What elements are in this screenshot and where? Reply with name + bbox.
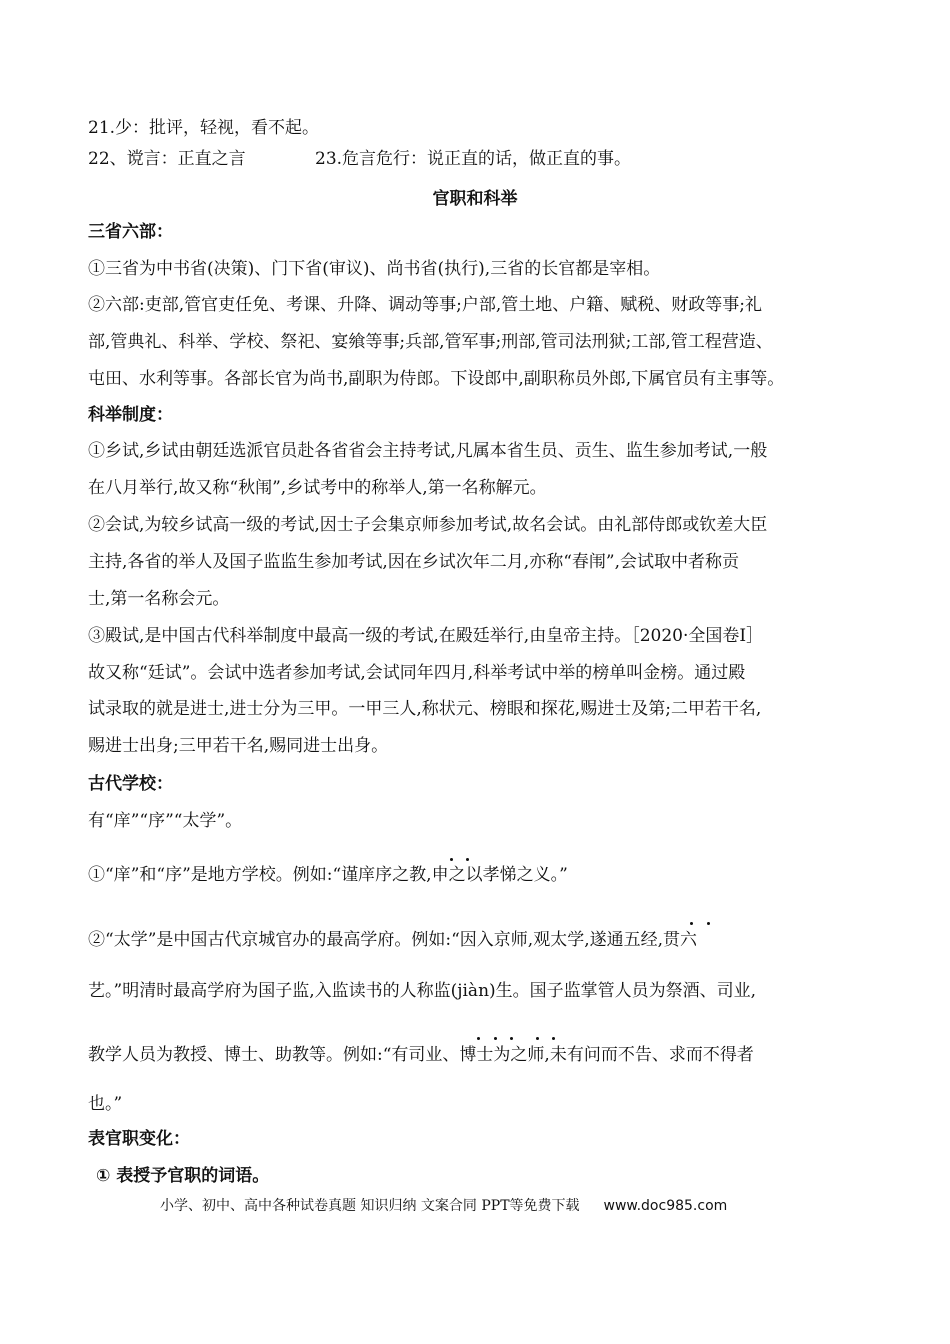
para-dianshi-line-2: 故又称“廷试”。会试中选者参加考试,会试同年四月,科举考试中举的榜单叫金榜。通过殿 [88, 663, 746, 683]
emphasis-dot [450, 858, 453, 861]
page-footer [160, 1195, 727, 1215]
para-taixue-line-4: 也。” [88, 1094, 123, 1114]
page-title: 官职和科举 [432, 189, 518, 209]
subheading-appoint: ① 表授予官职的词语。 [96, 1166, 270, 1186]
emphasis-dot [466, 858, 469, 861]
line-21: 21.少：批评，轻视，看不起。 [88, 118, 320, 138]
school-intro: 有“庠”“序”“太学”。 [88, 811, 243, 831]
heading-school: 古代学校： [88, 774, 173, 794]
heading-keju: 科举制度： [88, 405, 173, 425]
emphasis-dot [536, 1037, 539, 1040]
emphasis-dot [707, 922, 710, 925]
footer-text: 小学、初中、高中各种试卷真题 知识归纳 文案合同 PPT等免费下载 [160, 1198, 580, 1214]
para-huishi-line-2: 主持,各省的举人及国子监监生参加考试,因在乡试次年二月,亦称“春闱”,会试取中者称贡 [88, 552, 739, 572]
para-taixue-line-3: 教学人员为教授、博士、助教等。例如:“有司业、博士为之师,未有问而不告、求而不得者 [88, 1045, 754, 1065]
para-dianshi-line-3: 试录取的就是进士,进士分为三甲。一甲三人,称状元、榜眼和探花,赐进士及第;二甲若干名, [88, 699, 762, 719]
heading-official: 表官职变化： [88, 1129, 190, 1149]
para-huishi-line-3: 士,第一名称会元。 [88, 589, 230, 609]
footer-url[interactable]: www.doc985.com [603, 1198, 728, 1214]
para-taixue-line-1: ②“太学”是中国古代京城官办的最高学府。例如:“因入京师,观太学,遂通五经,贯六 [88, 930, 698, 950]
line-22: 22、谠言：正直之言 [88, 149, 246, 169]
para-school-1: ①“庠”和“序”是地方学校。例如:“谨庠序之教,申之以孝悌之义。” [88, 865, 568, 885]
para-huishi-line-1: ②会试,为较乡试高一级的考试,因士子会集京师参加考试,故名会试。由礼部侍郎或钦差大臣 [88, 515, 768, 535]
heading-sansheng: 三省六部： [88, 222, 173, 242]
para-xiangshi-line-1: ①乡试,乡试由朝廷选派官员赴各省省会主持考试,凡属本省生员、贡生、监生参加考试,一般 [88, 441, 768, 461]
para-liubu-line-1: ②六部:吏部,管官吏任免、考课、升降、调动等事;户部,管土地、户籍、赋税、财政等事;礼 [88, 295, 762, 315]
para-taixue-line-2: 艺。”明清时最高学府为国子监,入监读书的人称监(jiàn)生。国子监掌管人员为祭酒、司业, [88, 981, 757, 1001]
emphasis-dot [690, 922, 693, 925]
para-liubu-line-3: 屯田、水利等事。各部长官为尚书,副职为侍郎。下设郎中,副职称员外郎,下属官员有主事等。 [88, 369, 785, 389]
emphasis-dot [477, 1037, 480, 1040]
para-xiangshi-line-2: 在八月举行,故又称“秋闱”,乡试考中的称举人,第一名称解元。 [88, 478, 547, 498]
para-dianshi-line-1: ③殿试,是中国古代科举制度中最高一级的考试,在殿廷举行,由皇帝主持。［2020·全国卷Ⅰ］ [88, 626, 764, 646]
emphasis-dot [494, 1037, 497, 1040]
para-sansheng-1: ①三省为中书省(决策)、门下省(审议)、尚书省(执行),三省的长官都是宰相。 [88, 259, 661, 279]
emphasis-dot [552, 1037, 555, 1040]
para-dianshi-line-4: 赐进士出身;三甲若干名,赐同进士出身。 [88, 736, 389, 756]
emphasis-dot [510, 1037, 513, 1040]
para-liubu-line-2: 部,管典礼、科举、学校、祭祀、宴飨等事;兵部,管军事;刑部,管司法刑狱;工部,管工程营造、 [88, 332, 773, 352]
line-23: 23.危言危行：说正直的话，做正直的事。 [315, 149, 632, 169]
